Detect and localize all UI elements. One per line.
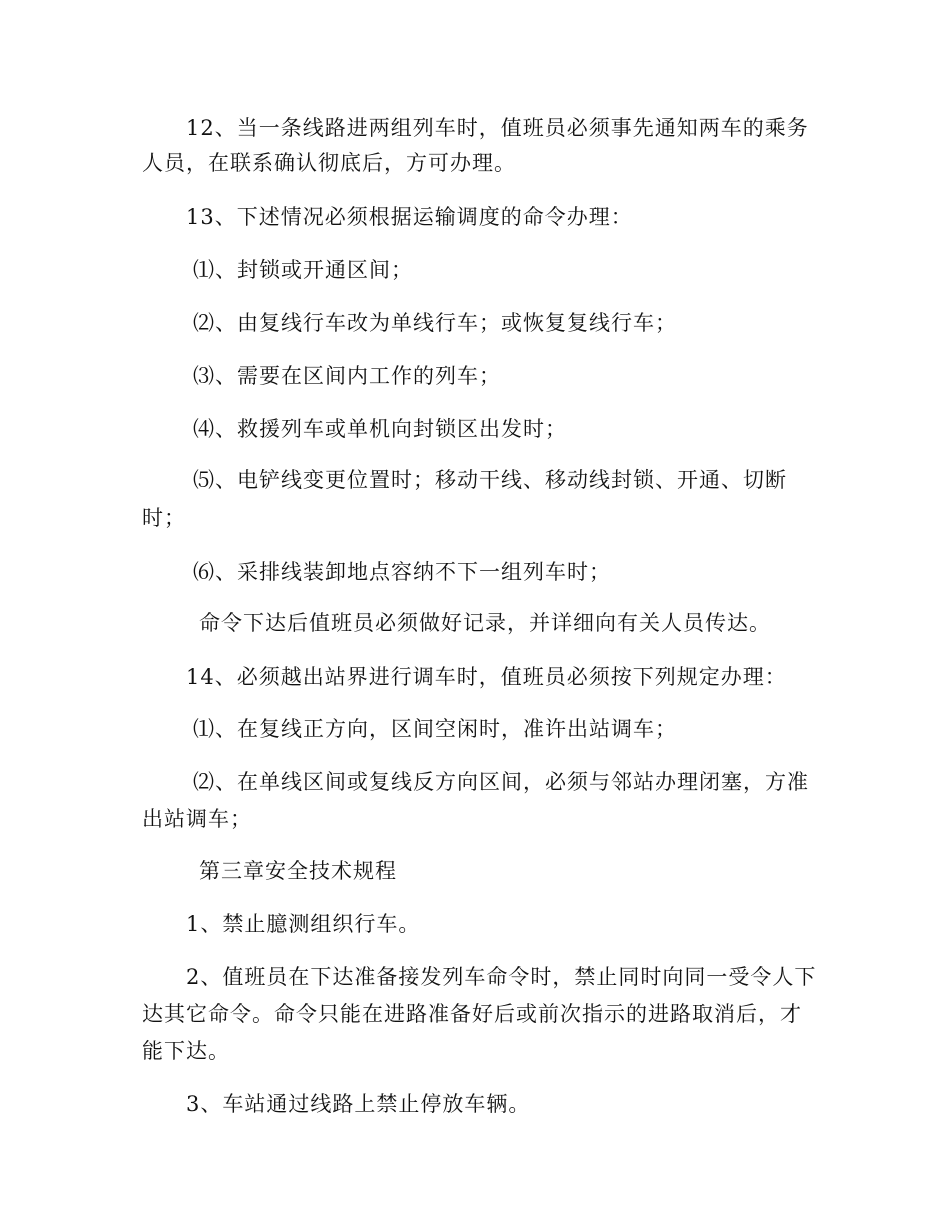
chapter-3-heading: 第三章安全技术规程 — [199, 859, 397, 883]
item-13-2: ⑵、由复线行车改为单线行车；或恢复复线行车； — [193, 311, 677, 335]
paragraph-13-note: 命令下达后值班员必须做好记录，并详细向有关人员传达。 — [199, 611, 771, 635]
item-13-1: ⑴、封锁或开通区间； — [193, 258, 413, 282]
rule-2-line-2: 达其它命令。命令只能在进路准备好后或前次指示的进路取消后，才 — [142, 1002, 802, 1026]
rule-1: 1、禁止臆测组织行车。 — [186, 912, 421, 936]
item-14-2-line-2: 出站调车； — [142, 807, 252, 831]
rule-2-line-1: 2、值班员在下达准备接发列车命令时，禁止同时向同一受令人下 — [186, 965, 817, 989]
paragraph-12-line-1: 12、当一条线路进两组列车时，值班员必须事先通知两车的乘务 — [186, 116, 809, 140]
paragraph-14: 14、必须越出站界进行调车时，值班员必须按下列规定办理： — [186, 665, 787, 689]
paragraph-13: 13、下述情况必须根据运输调度的命令办理： — [186, 205, 633, 229]
item-14-2-line-1: ⑵、在单线区间或复线反方向区间，必须与邻站办理闭塞，方准 — [193, 770, 809, 794]
item-13-6: ⑹、采排线装卸地点容纳不下一组列车时； — [193, 560, 611, 584]
item-14-1: ⑴、在复线正方向，区间空闲时，准许出站调车； — [193, 717, 677, 741]
item-13-5-line-1: ⑸、电铲线变更位置时；移动干线、移动线封锁、开通、切断 — [193, 468, 787, 492]
rule-3: 3、车站通过线路上禁止停放车辆。 — [186, 1092, 531, 1116]
rule-2-line-3: 能下达。 — [142, 1039, 230, 1063]
item-13-5-line-2: 时； — [142, 506, 186, 530]
item-13-3: ⑶、需要在区间内工作的列车； — [193, 364, 501, 388]
paragraph-12-line-2: 人员，在联系确认彻底后，方可办理。 — [142, 151, 516, 175]
item-13-4: ⑷、救援列车或单机向封锁区出发时； — [193, 417, 567, 441]
